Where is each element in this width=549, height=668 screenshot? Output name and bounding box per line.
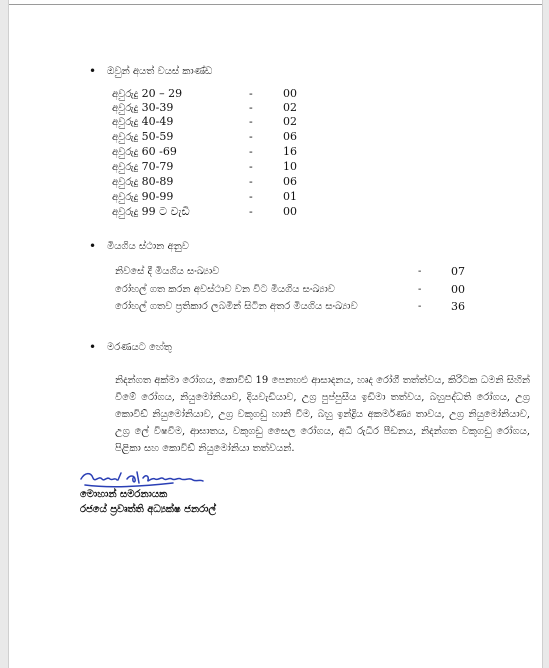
age-row	[112, 115, 312, 129]
age-count: 01	[283, 190, 297, 203]
age-range: 20 – 29	[141, 87, 183, 100]
page-top-border	[9, 4, 542, 5]
age-dash: -	[249, 115, 253, 128]
heading-age-groups: ඔවුන් අයත් වයස් කාණ්ඩ	[107, 66, 213, 77]
age-count: 02	[283, 101, 297, 114]
age-prefix: අවුරුදු	[112, 162, 139, 173]
age-row	[112, 160, 312, 174]
age-dash: -	[249, 160, 253, 173]
age-range: 70-79	[141, 160, 174, 173]
age-prefix: අවුරුදු	[112, 192, 139, 203]
age-row	[112, 205, 312, 219]
place-dash: -	[418, 266, 422, 277]
age-row	[112, 130, 312, 144]
age-dash: -	[249, 87, 253, 100]
document-page	[8, 0, 543, 668]
place-dash: -	[418, 301, 422, 312]
age-row	[112, 190, 312, 204]
age-dash: -	[249, 145, 253, 158]
age-count: 10	[283, 160, 297, 173]
age-row	[112, 87, 312, 101]
bullet-age: •	[89, 64, 97, 78]
age-range: 40-49	[141, 115, 174, 128]
age-prefix: අවුරුදු	[112, 89, 139, 100]
age-dash: -	[249, 205, 253, 218]
age-count: 06	[283, 175, 297, 188]
age-row	[112, 145, 312, 159]
age-dash: -	[249, 130, 253, 143]
age-range: 80-89	[141, 175, 174, 188]
age-prefix: අවුරුදු	[112, 117, 139, 128]
signatory-title: රජයේ ප්‍රවෘත්ති අධ්‍යක්ෂ ජනරාල්	[80, 504, 217, 515]
place-label: රෝහල් ගතව ප්‍රතිකාර ලබමින් සිටින අතර මියගිය සංඛ්‍යාව	[115, 301, 358, 312]
place-count: 36	[451, 300, 465, 313]
place-count: 07	[451, 265, 465, 278]
place-label: රෝහල් ගත කරන අවස්ථාව වන විට මියගිය සංඛ්‍යාව	[115, 284, 335, 295]
age-prefix: අවුරුදු	[112, 103, 139, 114]
heading-place-of-death: මියගිය ස්ථාන අනුව	[107, 241, 189, 252]
age-dash: -	[249, 175, 253, 188]
causes-paragraph: නිදන්ගත අක්මා රෝගය, කොවිඩ් 19 පෙනහළු ආසාදනය, හෘද රෝගී තත්ත්වය, කිරිටක ධමනි සිහින් වීමේ රෝගය, නියුමෝනියාව, දියවැඩියාව, උග්‍ර පුප්පුසීය ඉඩිමා තත්වය, බහුපද්ධති රෝගය, උග්‍ර කොවිඩ් නියුමෝනියාව, උග්‍ර වකුගඩු හානි වීම, බහු ඉන්ද්‍රිය අකර්මණ්‍ය තාවය, උග්‍ර නියුමෝනියාව, උග්‍ර ලේ විෂවීම, ආඝාතය, වකුගඩු සෛල රෝගය, අධි රුධිර පීඩනය, නිදන්ගත වකුගඩු රෝගය, පිළිකා සහ කොවිඩ් නියුමෝනියා තත්වයන්.	[115, 375, 530, 454]
age-range: 30-39	[141, 101, 174, 114]
age-row	[112, 101, 312, 115]
age-dash: -	[249, 101, 253, 114]
age-range: 90-99	[141, 190, 174, 203]
place-label: නිවසේ දී මියගිය සංඛ්‍යාව	[115, 266, 220, 277]
age-range: 99 ට වැඩි	[141, 205, 190, 218]
age-count: 00	[283, 205, 297, 218]
age-row	[112, 175, 312, 189]
place-row	[115, 264, 475, 280]
bullet-causes: •	[89, 340, 97, 354]
age-range: 50-59	[141, 130, 174, 143]
age-count: 16	[283, 145, 297, 158]
place-dash: -	[418, 284, 422, 295]
age-count: 06	[283, 130, 297, 143]
age-dash: -	[249, 190, 253, 203]
heading-causes-of-death: මරණයට හේතු	[107, 342, 172, 353]
age-prefix: අවුරුදු	[112, 207, 139, 218]
age-range: 60 -69	[141, 145, 177, 158]
age-prefix: අවුරුදු	[112, 132, 139, 143]
bullet-place: •	[89, 239, 97, 253]
place-row	[115, 282, 475, 298]
age-count: 00	[283, 87, 297, 100]
place-row	[115, 299, 475, 315]
age-prefix: අවුරුදු	[112, 177, 139, 188]
signatory-name: මොහාන් සමරනායක	[80, 489, 168, 500]
place-count: 00	[451, 283, 465, 296]
age-prefix: අවුරුදු	[112, 147, 139, 158]
age-count: 02	[283, 115, 297, 128]
